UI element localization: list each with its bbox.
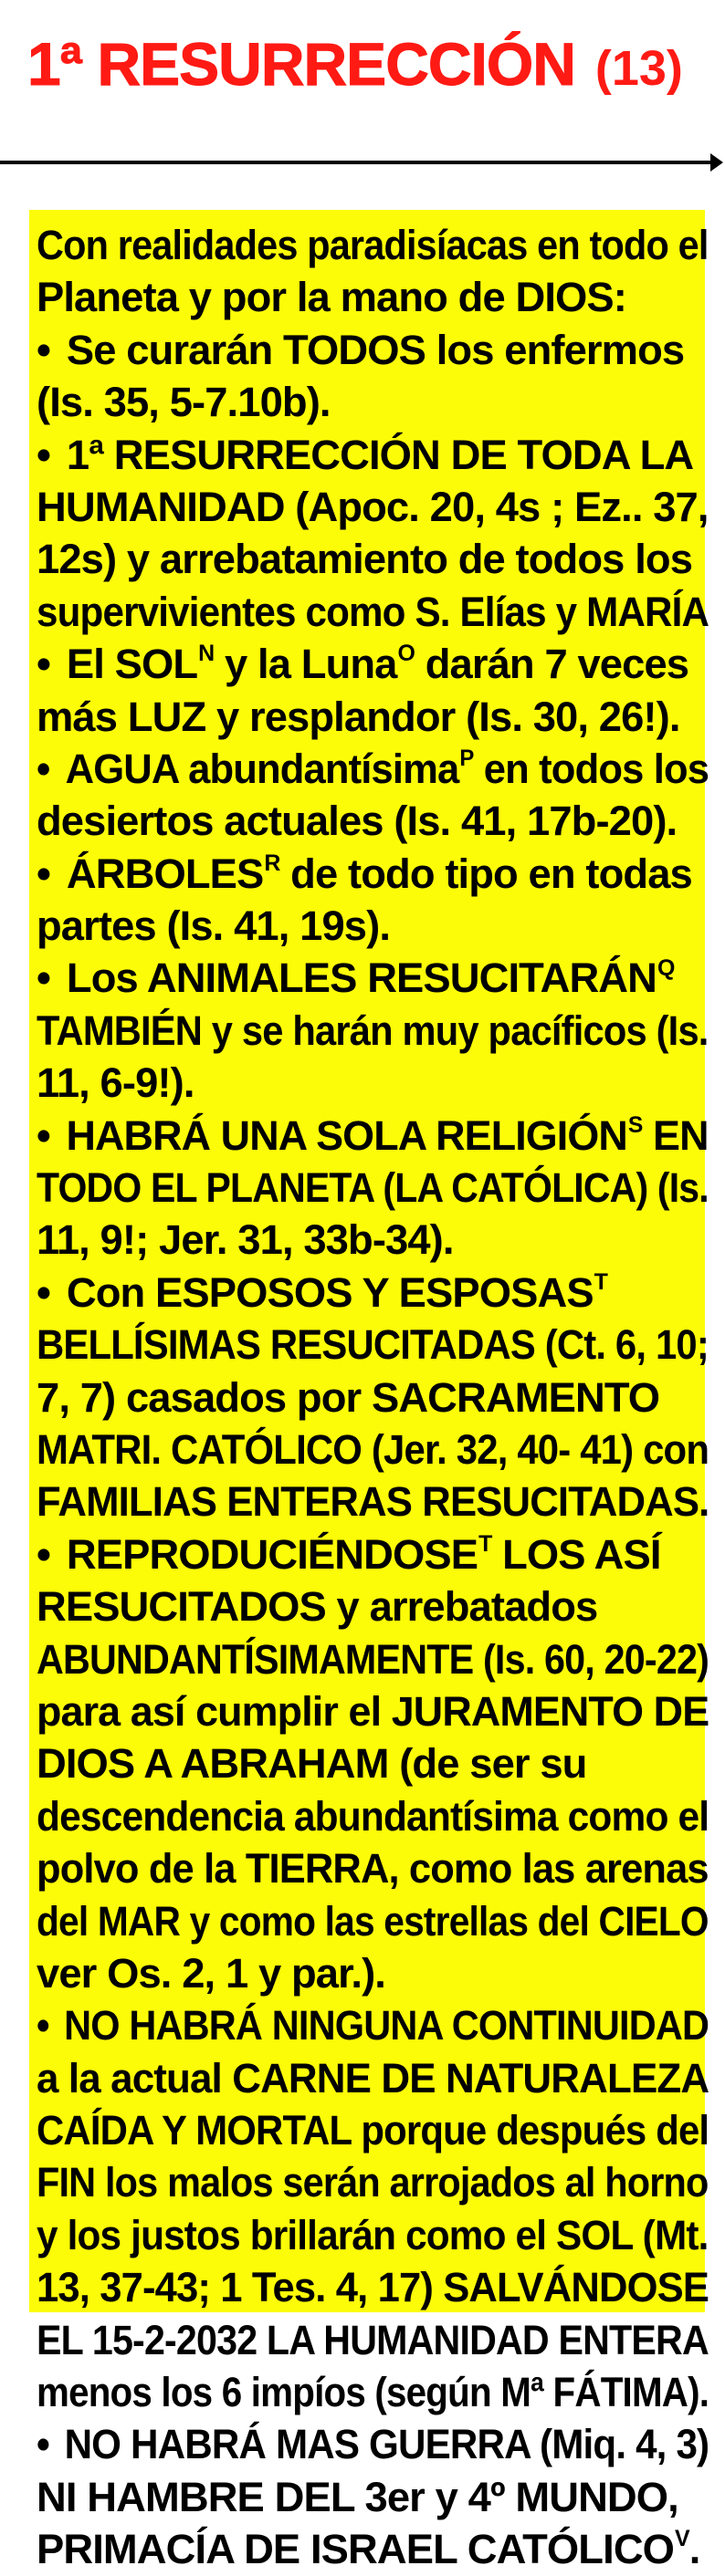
text-line [37,1947,709,1999]
text-segment: LOS ASÍ [491,1530,661,1578]
text-segment: darán 7 veces [415,641,689,688]
text-line [37,219,709,271]
text-line [37,2471,709,2523]
text-segment: Con realidades paradisíacas en todo el [37,222,709,268]
text-segment: NI HAMBRE DEL 3er y 4º MUNDO, [37,2473,678,2520]
footnote-marker: O [397,641,415,667]
text-segment: Planeta y por la mano de DIOS: [37,274,626,321]
text-line [37,2156,709,2208]
text-line [37,324,709,376]
text-segment: ÁRBOLES [66,850,264,897]
text-line [37,1790,709,1842]
text-segment: ABUNDANTÍSIMAMENTE (Is. 60, 20-22) [37,1635,709,1683]
text-line [37,271,709,323]
text-line [37,533,709,585]
text-segment: FAMILIAS ENTERAS RESUCITADAS. [37,1478,709,1526]
text-segment: en todos los [473,745,709,792]
text-line [37,795,709,847]
text-line [37,1371,709,1424]
text-line [37,1162,709,1214]
text-line [37,1633,709,1685]
text-segment: para así cumplir el JURAMENTO DE [37,1687,709,1735]
text-line [37,2104,709,2156]
text-line [37,2523,709,2575]
bullet-icon: • [37,431,50,478]
heading-title: 1ª RESURRECCIÓN [27,30,575,98]
text-segment: AGUA abundantísima [65,745,459,792]
text-segment: de todo tipo en todas [279,850,692,897]
text-line [37,1005,709,1057]
text-segment: ver Os. 2, 1 y par.). [37,1949,386,1997]
text-segment: MATRI. CATÓLICO (Jer. 32, 40- 41) con [37,1425,709,1473]
text-line [37,2314,709,2366]
divider-line [0,161,716,164]
text-segment: NO HABRÁ MAS GUERRA (Miq. 4, 3) [64,2421,709,2468]
footnote-marker: P [459,746,474,772]
text-segment: 13, 37-43; 1 Tes. 4, 17) SALVÁNDOSE [37,2264,709,2311]
text-segment: TODO EL PLANETA (LA CATÓLICA) (Is. [37,1164,709,1212]
text-line [37,2366,709,2418]
body-text [37,219,712,2576]
text-segment: y la Luna [214,641,397,688]
text-line [37,1842,709,1894]
text-line [37,376,709,428]
text-segment: El SOL [66,641,198,688]
text-line [37,848,709,900]
text-segment: PRIMACÍA DE ISRAEL CATÓLICO [37,2526,675,2573]
text-line [37,1737,709,1789]
text-segment: EL 15-2-2032 LA HUMANIDAD ENTERA [37,2316,709,2363]
footnote-marker: N [198,641,215,667]
divider-arrow-tip [710,153,723,172]
text-segment: 11, 9!; Jer. 31, 33b-34). [37,1216,454,1264]
text-segment: polvo de la TIERRA, como las arenas [37,1845,709,1893]
text-line [37,638,709,690]
bullet-icon: • [37,2421,49,2468]
heading-count: (13) [594,41,683,96]
text-line [37,1110,709,1162]
text-segment: REPRODUCIÉNDOSE [66,1530,478,1578]
text-line [37,1528,709,1580]
text-line [37,1999,709,2051]
text-segment: DIOS A ABRAHAM (de ser su [37,1740,587,1788]
text-line [37,1319,709,1371]
bullet-icon: • [37,1111,50,1159]
text-line [37,481,709,533]
text-line [37,2209,709,2261]
text-line [37,1424,709,1476]
text-segment: menos los 6 impíos (según Mª FÁTIMA). [37,2369,709,2416]
text-segment: EN [642,1111,709,1159]
bullet-icon: • [37,850,50,897]
text-line [37,1214,709,1266]
text-segment: CAÍDA Y MORTAL porque después del [37,2107,709,2154]
footnote-marker: R [264,850,280,876]
text-segment: (Is. 35, 5-7.10b). [37,379,331,426]
bullet-icon: • [37,745,50,792]
footnote-marker: T [594,1269,608,1296]
text-segment: HUMANIDAD (Apoc. 20, 4s ; Ez.. 37, [37,483,709,530]
text-segment: partes (Is. 41, 19s). [37,902,391,950]
footnote-marker: V [675,2526,689,2552]
text-segment: 1ª RESURRECCIÓN DE TODA LA [66,431,694,478]
text-segment: 11, 6-9!). [37,1059,194,1107]
text-segment: Se curarán TODOS los enfermos [66,326,685,373]
text-segment: descendencia abundantísima como el [37,1792,709,1840]
text-line [37,1476,709,1528]
text-segment: Los ANIMALES RESUCITARÁN [66,954,657,1002]
text-segment: desiertos actuales (Is. 41, 17b-20). [37,798,678,845]
text-line [37,1685,709,1737]
text-line [37,2052,709,2104]
text-segment: supervivientes como S. Elías y MARÍA [37,588,709,635]
text-segment: 12s) y arrebatamiento de todos los [37,536,693,583]
text-line [37,586,709,638]
footnote-marker: S [627,1111,643,1138]
text-segment: NO HABRÁ NINGUNA CONTINUIDAD [64,2002,709,2049]
text-segment: . [688,2526,700,2573]
section-heading [27,22,683,106]
text-segment: Con ESPOSOS Y ESPOSAS [66,1268,594,1316]
text-segment: a la actual CARNE DE NATURALEZA [37,2054,709,2101]
bullet-icon: • [37,641,50,688]
footnote-marker: T [478,1530,492,1557]
text-line [37,2418,709,2470]
text-line [37,2261,709,2313]
text-segment: HABRÁ UNA SOLA RELIGIÓN [66,1111,627,1159]
text-segment: del MAR y como las estrellas del CIELO [37,1897,709,1945]
bullet-icon: • [37,954,50,1002]
bullet-icon: • [37,1268,50,1316]
text-line [37,691,709,743]
text-segment: BELLÍSIMAS RESUCITADAS (Ct. 6, 10; [37,1321,709,1369]
text-line [37,900,709,952]
text-segment: RESUCITADOS y arrebatados [37,1583,598,1631]
text-line [37,429,709,481]
text-line [37,1895,709,1947]
bullet-icon: • [37,1530,50,1578]
footnote-marker: Q [657,954,675,981]
text-line [37,1580,709,1632]
text-segment: más LUZ y resplandor (Is. 30, 26!). [37,693,680,740]
text-segment: 7, 7) casados por SACRAMENTO [37,1373,660,1421]
bullet-icon: • [37,2002,49,2049]
text-line [37,743,709,795]
text-line [37,952,709,1004]
text-segment: TAMBIÉN y se harán muy pacíficos (Is. [37,1006,709,1054]
text-segment: FIN los malos serán arrojados al horno [37,2159,709,2206]
text-line [37,1057,709,1109]
text-segment: y los justos brillarán como el SOL (Mt. [37,2211,709,2258]
text-line [37,1267,709,1319]
bullet-icon: • [37,326,50,373]
